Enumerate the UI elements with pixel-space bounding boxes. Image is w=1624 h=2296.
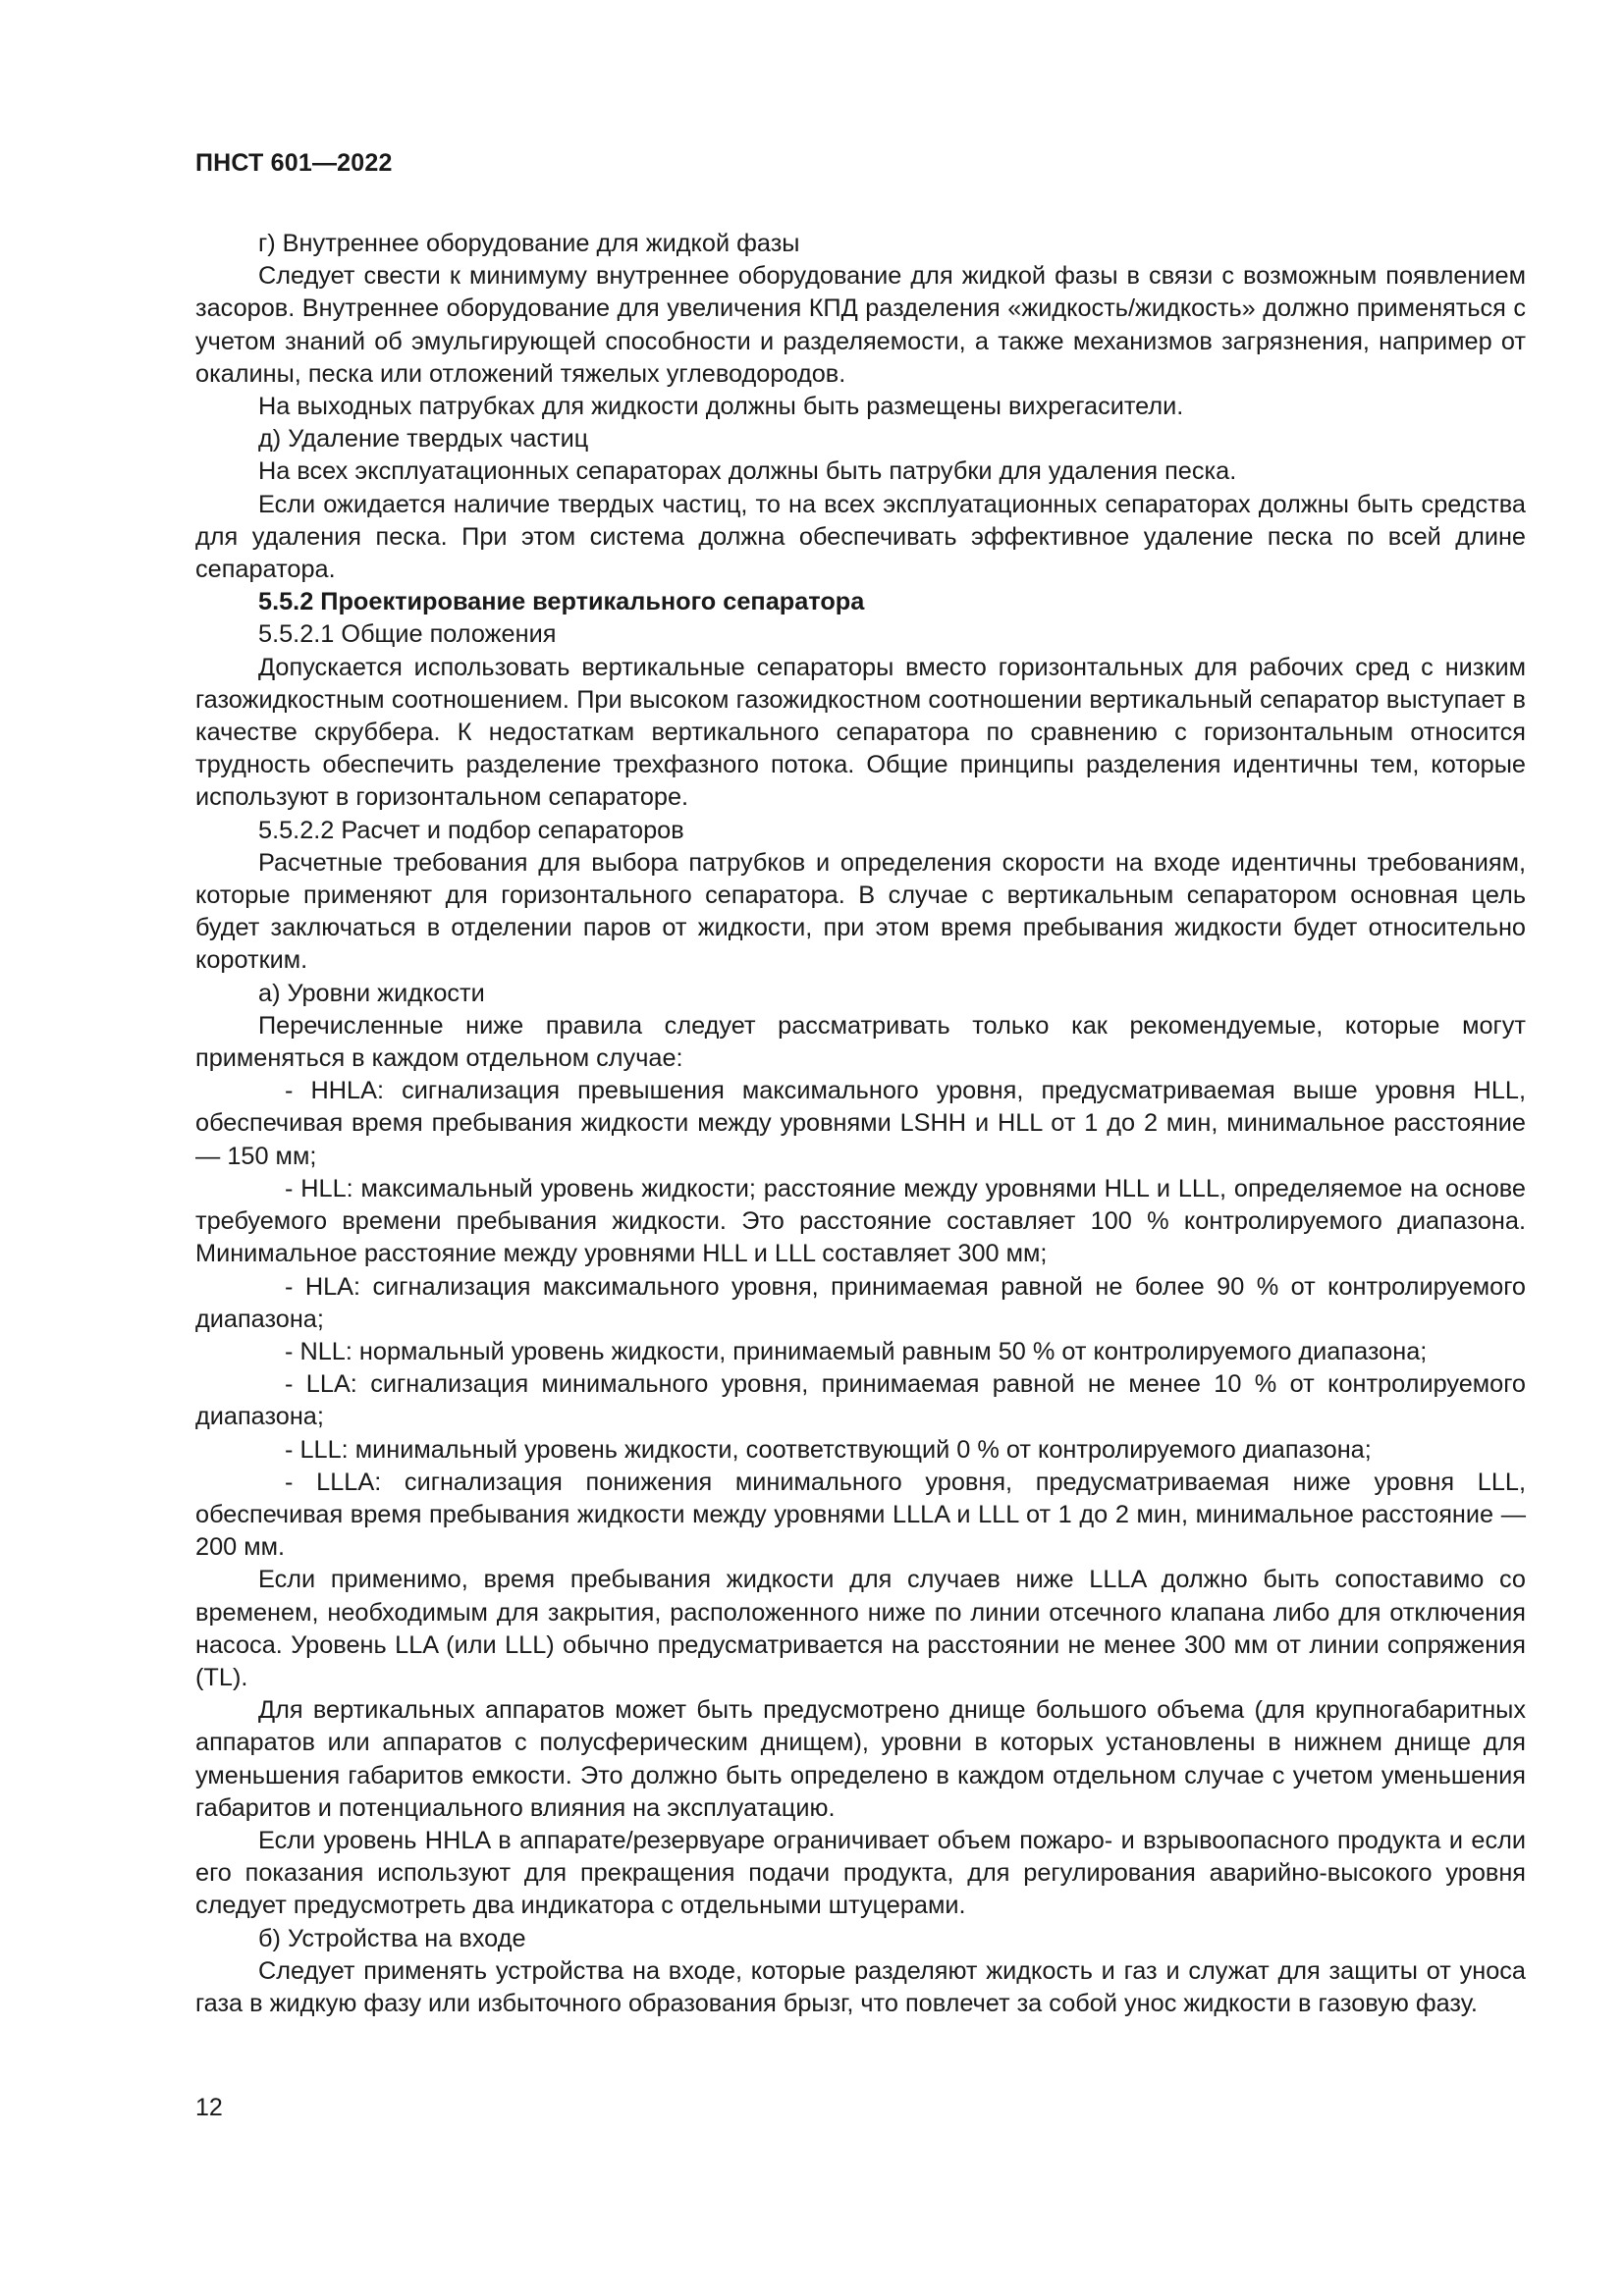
level-definition-item: - NLL: нормальный уровень жидкости, принимаемый равным 50 % от контролируемого диапазона; — [285, 1337, 1428, 1365]
body-paragraph: Для вертикальных аппаратов может быть предусмотрено днище большого объема (для крупногабаритных аппаратов или аппаратов с полусферическим днищем), уровни в которых установлены в нижнем днище для уменьшения габаритов емкости. Это должно быть определено в каждом отдельном случае с учетом уменьшения габаритов и потенциального влияния на эксплуатацию. — [195, 1696, 1526, 1822]
body-paragraph: Перечисленные ниже правила следует рассматривать только как рекомендуемые, которые могут применяться в каждом отдельном случае: — [195, 1011, 1526, 1073]
body-paragraph: Следует свести к минимуму внутреннее оборудование для жидкой фазы в связи с возможным появлением засоров. Внутреннее оборудование для увеличения КПД разделения «жидкость/жидкость» должно применяться с учетом знаний об эмульгирующей способности и разделяемости, а также механизмов загрязнения, например от окалины, песка или отложений тяжелых углеводородов. — [195, 262, 1526, 388]
level-definition-item: - HHLA: сигнализация превышения максимального уровня, предусматриваемая выше уровня HLL, обеспечивая время пребывания жидкости между уровнями LSHH и HLL от 1 до 2 мин, минимальное расстояние — 150 мм; — [195, 1077, 1526, 1170]
list-item-heading: а) Уровни жидкости — [258, 979, 485, 1007]
page-number: 12 — [195, 2094, 223, 2121]
page-content — [195, 228, 1526, 2020]
section-heading: 5.5.2 Проектирование вертикального сепаратора — [258, 588, 865, 616]
body-paragraph: Допускается использовать вертикальные сепараторы вместо горизонтальных для рабочих сред с низким газожидкостным соотношением. При высоком газожидкостном соотношении вертикальный сепаратор выступает в качестве скруббера. К недостаткам вертикального сепаратора по сравнению с горизонтальным относится трудность обеспечить разделение трехфазного потока. Общие принципы разделения идентичны тем, которые используют в горизонтальном сепараторе. — [195, 653, 1526, 812]
level-definition-item: - HLL: максимальный уровень жидкости; расстояние между уровнями HLL и LLL, определяемое на основе требуемого времени пребывания жидкости. Это расстояние составляет 100 % контролируемого диапазона. Минимальное расстояние между уровнями HLL и LLL составляет 300 мм; — [195, 1174, 1526, 1268]
body-paragraph: Расчетные требования для выбора патрубков и определения скорости на входе идентичны требованиям, которые применяют для горизонтального сепаратора. В случае с вертикальным сепаратором основная цель будет заключаться в отделении паров от жидкости, при этом время пребывания жидкости будет относительно коротким. — [195, 848, 1526, 975]
subsection-heading: 5.5.2.1 Общие положения — [258, 620, 557, 649]
body-paragraph: Следует применять устройства на входе, которые разделяют жидкость и газ и служат для защиты от уноса газа в жидкую фазу или избыточного образования брызг, что повлечет за собой унос жидкости в газовую фазу. — [195, 1956, 1526, 2017]
document-id-header: ПНСТ 601—2022 — [195, 149, 393, 177]
level-definition-item: - LLL: минимальный уровень жидкости, соответствующий 0 % от контролируемого диапазона; — [285, 1435, 1372, 1464]
body-paragraph: Если уровень HHLA в аппарате/резервуаре ограничивает объем пожаро- и взрывоопасного продукта и если его показания используют для прекращения подачи продукта, для регулирования аварийно-высокого уровня следует предусмотреть два индикатора с отдельными штуцерами. — [195, 1826, 1526, 1920]
body-paragraph: Если применимо, время пребывания жидкости для случаев ниже LLLA должно быть сопоставимо со временем, необходимым для закрытия, расположенного ниже по линии отсечного клапана либо для отключения насоса. Уровень LLA (или LLL) обычно предусматривается на расстоянии не менее 300 мм от линии сопряжения (TL). — [195, 1566, 1526, 1691]
body-paragraph: На выходных патрубках для жидкости должны быть размещены вихрегасители. — [258, 393, 1184, 421]
list-item-heading: г) Внутреннее оборудование для жидкой фазы — [258, 230, 800, 257]
body-paragraph: На всех эксплуатационных сепараторах должны быть патрубки для удаления песка. — [258, 457, 1237, 486]
subsection-heading: 5.5.2.2 Расчет и подбор сепараторов — [258, 816, 684, 844]
level-definition-item: - HLA: сигнализация максимального уровня, принимаемая равной не более 90 % от контролируемого диапазона; — [195, 1272, 1526, 1333]
list-item-heading: д) Удаление твердых частиц — [258, 425, 589, 454]
level-definition-item: - LLA: сигнализация минимального уровня, принимаемая равной не менее 10 % от контролируемого диапазона; — [195, 1370, 1526, 1431]
level-definition-item: - LLLA: сигнализация понижения минимального уровня, предусматриваемая ниже уровня LLL, обеспечивая время пребывания жидкости между уровнями LLLA и LLL от 1 до 2 мин, минимальное расстояние — 200 мм. — [195, 1468, 1526, 1562]
body-paragraph: Если ожидается наличие твердых частиц, то на всех эксплуатационных сепараторах должны быть средства для удаления песка. При этом система должна обеспечивать эффективное удаление песка по всей длине сепаратора. — [195, 490, 1526, 584]
list-item-heading: б) Устройства на входе — [258, 1924, 526, 1952]
